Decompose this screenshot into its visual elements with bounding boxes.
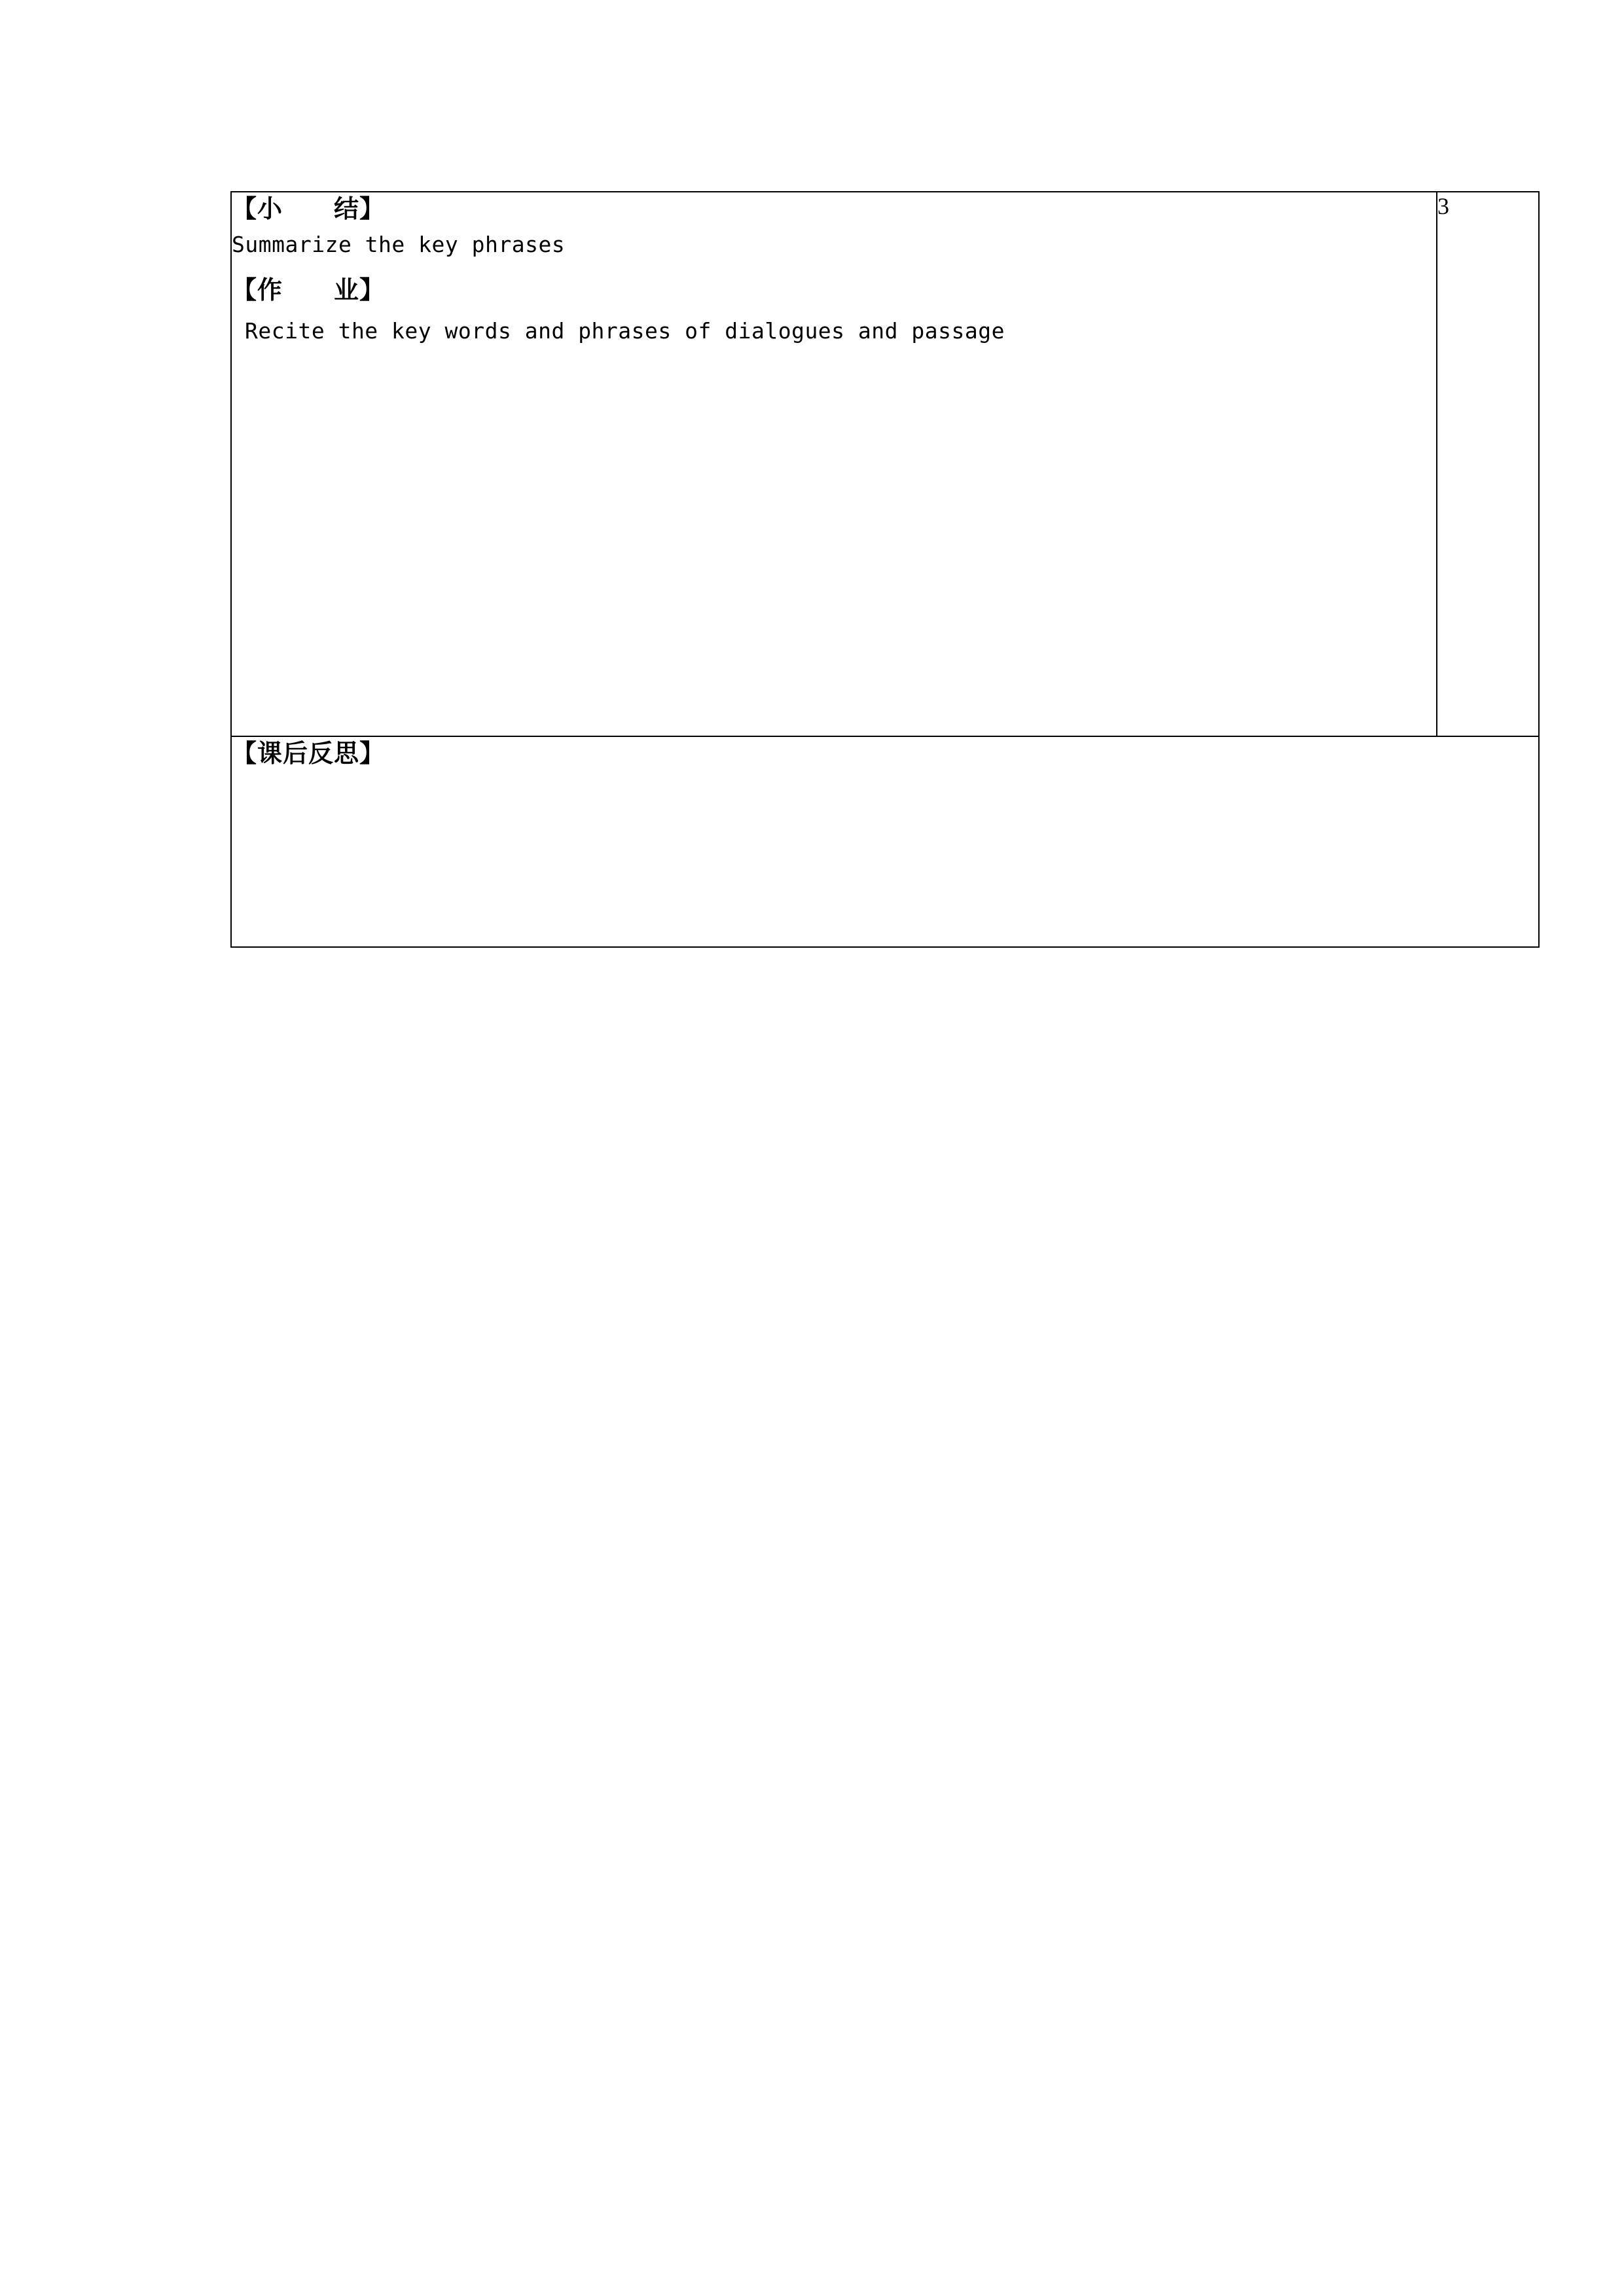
homework-heading: 【作 业】 <box>232 276 386 305</box>
lesson-plan-table <box>230 191 1540 948</box>
summary-text: Summarize the key phrases <box>232 232 566 258</box>
summary-heading: 【小 结】 <box>232 194 386 223</box>
summary-homework-cell <box>231 192 1437 736</box>
reflection-heading: 【课后反思】 <box>232 739 386 768</box>
reflection-cell <box>231 736 1539 947</box>
homework-text: Recite the key words and phrases of dialogues and passage <box>245 318 1005 344</box>
table-row-reflection <box>231 736 1539 947</box>
table-row-summary-homework <box>231 192 1539 736</box>
minutes-cell <box>1437 192 1539 736</box>
minutes-value: 3 <box>1437 193 1449 219</box>
